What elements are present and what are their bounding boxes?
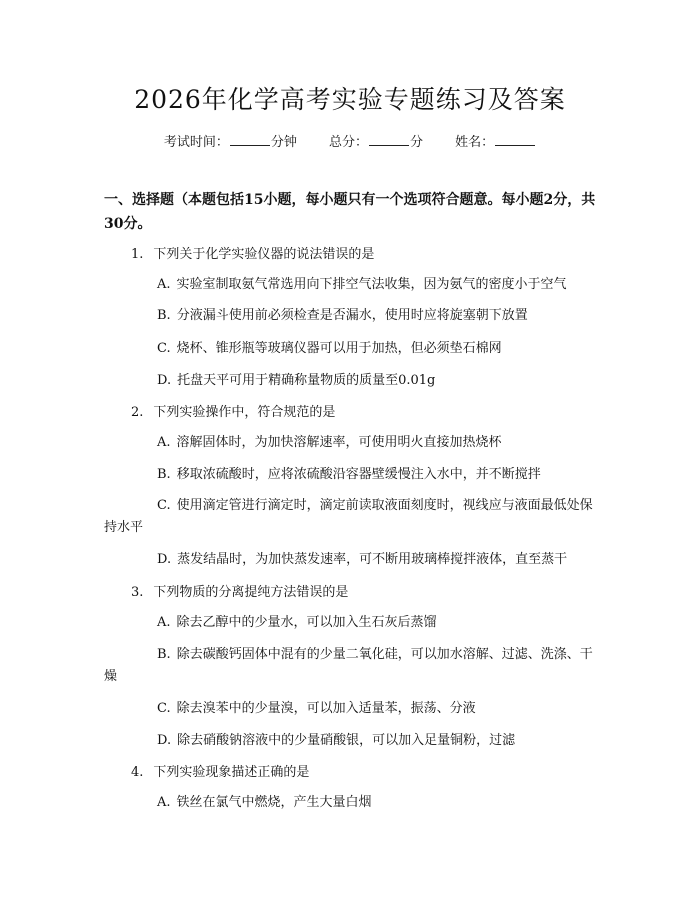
option-text: 除去溴苯中的少量溴，可以加入适量苯，振荡、分液	[176, 701, 476, 716]
document-title: 2026年化学高考实验专题练习及答案	[134, 85, 566, 114]
option-text: 蒸发结晶时，为加快蒸发速率，可不断用玻璃棒搅拌液体，直至蒸干	[177, 552, 568, 567]
option-letter: C.	[157, 341, 171, 356]
answer-option	[104, 464, 596, 486]
question-text: 下列实验现象描述正确的是	[153, 765, 310, 780]
option-letter: A.	[157, 615, 171, 630]
question-text: 下列物质的分离提纯方法错误的是	[153, 585, 349, 600]
answer-option	[104, 495, 596, 539]
option-letter: A.	[157, 277, 171, 292]
answer-option	[104, 644, 596, 688]
question-text: 下列关于化学实验仪器的说法错误的是	[153, 247, 375, 262]
answer-option	[104, 370, 596, 392]
option-letter: C.	[157, 701, 171, 716]
option-letter: A.	[157, 795, 171, 810]
answer-option	[104, 612, 596, 634]
total-score-label: 总分：	[328, 135, 368, 150]
total-score-blank	[369, 134, 409, 146]
question-text: 下列实验操作中，符合规范的是	[153, 405, 336, 420]
option-text: 移取浓硫酸时，应将浓硫酸沿容器壁缓慢注入水中，并不断搅拌	[176, 467, 541, 482]
option-text: 溶解固体时，为加快溶解速率，可使用明火直接加热烧杯	[176, 435, 502, 450]
option-letter: A.	[157, 435, 171, 450]
question-stem	[131, 763, 309, 783]
student-name-field	[455, 135, 536, 150]
question-stem	[131, 245, 374, 265]
answer-option	[104, 549, 596, 571]
student-name-label: 姓名：	[455, 135, 495, 150]
option-letter: B.	[157, 467, 171, 482]
option-text: 铁丝在氯气中燃烧，产生大量白烟	[176, 795, 372, 810]
answer-option	[104, 730, 596, 752]
option-letter: D.	[157, 733, 172, 748]
section-heading: 一、选择题（本题包括15小题，每小题只有一个选项符合题意。每小题2分，共30分。	[104, 192, 596, 232]
answer-option	[104, 792, 596, 814]
option-text: 烧杯、锥形瓶等玻璃仪器可以用于加热，但必须垫石棉网	[176, 341, 502, 356]
question-stem	[131, 403, 335, 423]
exam-time-unit: 分钟	[270, 135, 297, 150]
answer-option	[104, 432, 596, 454]
total-score-unit: 分	[410, 135, 424, 150]
option-text: 除去硝酸钠溶液中的少量硝酸银，可以加入足量铜粉，过滤	[177, 733, 516, 748]
exam-time-field	[164, 135, 301, 150]
option-text: 实验室制取氨气常选用向下排空气法收集，因为氨气的密度小于空气	[176, 277, 567, 292]
option-text: 除去碳酸钙固体中混有的少量二氧化硅，可以加水溶解、过滤、洗涤、干燥	[104, 647, 593, 684]
answer-option	[104, 338, 596, 360]
option-letter: D.	[157, 552, 172, 567]
total-score-field	[329, 135, 427, 150]
question-number: 4.	[131, 765, 144, 780]
question-number: 3.	[131, 585, 144, 600]
question-number: 1.	[131, 247, 144, 262]
answer-option	[104, 698, 596, 720]
question-number: 2.	[131, 405, 144, 420]
answer-option	[104, 274, 596, 296]
option-letter: C.	[157, 498, 171, 513]
exam-meta-line	[0, 131, 700, 150]
option-text: 分液漏斗使用前必须检查是否漏水，使用时应将旋塞朝下放置	[176, 308, 528, 323]
option-letter: B.	[157, 308, 171, 323]
option-letter: D.	[157, 373, 172, 388]
option-text: 除去乙醇中的少量水，可以加入生石灰后蒸馏	[176, 615, 437, 630]
answer-option	[104, 305, 596, 327]
exam-time-blank	[230, 134, 270, 146]
student-name-blank	[495, 134, 535, 146]
exam-time-label: 考试时间：	[163, 135, 229, 150]
question-stem	[131, 583, 348, 603]
option-letter: B.	[157, 647, 171, 662]
option-text: 托盘天平可用于精确称量物质的质量至0.01g	[177, 373, 436, 388]
option-text: 使用滴定管进行滴定时，滴定前读取液面刻度时，视线应与液面最低处保持水平	[104, 498, 593, 535]
